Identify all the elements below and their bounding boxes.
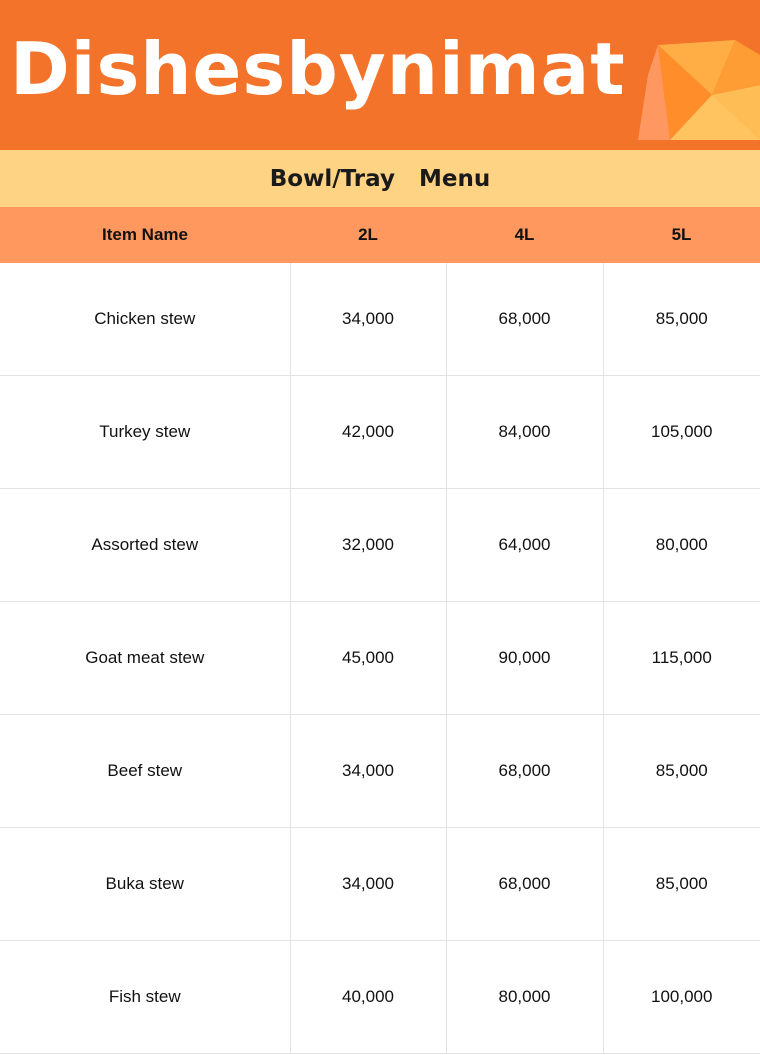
item-name: Assorted stew xyxy=(0,489,290,602)
price-5l: 85,000 xyxy=(603,263,760,376)
price-4l: 84,000 xyxy=(446,376,603,489)
price-4l: 68,000 xyxy=(446,828,603,941)
item-name: Chicken stew xyxy=(0,263,290,376)
price-2l: 40,000 xyxy=(290,941,446,1054)
table-header-row xyxy=(0,207,760,263)
brand-title: Dishesbynimat xyxy=(10,27,626,111)
subtitle-bar xyxy=(0,150,760,207)
item-name: Fish stew xyxy=(0,941,290,1054)
table-row xyxy=(0,602,760,715)
geometric-decoration xyxy=(600,0,760,150)
price-5l: 100,000 xyxy=(603,941,760,1054)
table-row xyxy=(0,263,760,376)
price-5l: 115,000 xyxy=(603,602,760,715)
table-row xyxy=(0,941,760,1054)
menu-header xyxy=(0,0,760,150)
column-header-item-name: Item Name xyxy=(0,207,290,263)
column-header-2l: 2L xyxy=(290,207,446,263)
price-5l: 80,000 xyxy=(603,489,760,602)
price-4l: 64,000 xyxy=(446,489,603,602)
price-2l: 34,000 xyxy=(290,828,446,941)
table-row xyxy=(0,489,760,602)
price-2l: 34,000 xyxy=(290,715,446,828)
price-4l: 80,000 xyxy=(446,941,603,1054)
price-table xyxy=(0,207,760,1054)
table-row xyxy=(0,376,760,489)
item-name: Goat meat stew xyxy=(0,602,290,715)
item-name: Turkey stew xyxy=(0,376,290,489)
price-4l: 68,000 xyxy=(446,263,603,376)
price-4l: 90,000 xyxy=(446,602,603,715)
column-header-4l: 4L xyxy=(446,207,603,263)
menu-subtitle: Bowl/Tray Menu xyxy=(269,165,491,192)
price-4l: 68,000 xyxy=(446,715,603,828)
price-2l: 45,000 xyxy=(290,602,446,715)
price-2l: 32,000 xyxy=(290,489,446,602)
price-5l: 85,000 xyxy=(603,715,760,828)
price-2l: 42,000 xyxy=(290,376,446,489)
column-header-5l: 5L xyxy=(603,207,760,263)
table-row xyxy=(0,828,760,941)
price-2l: 34,000 xyxy=(290,263,446,376)
price-5l: 85,000 xyxy=(603,828,760,941)
table-row xyxy=(0,715,760,828)
item-name: Beef stew xyxy=(0,715,290,828)
item-name: Buka stew xyxy=(0,828,290,941)
price-5l: 105,000 xyxy=(603,376,760,489)
